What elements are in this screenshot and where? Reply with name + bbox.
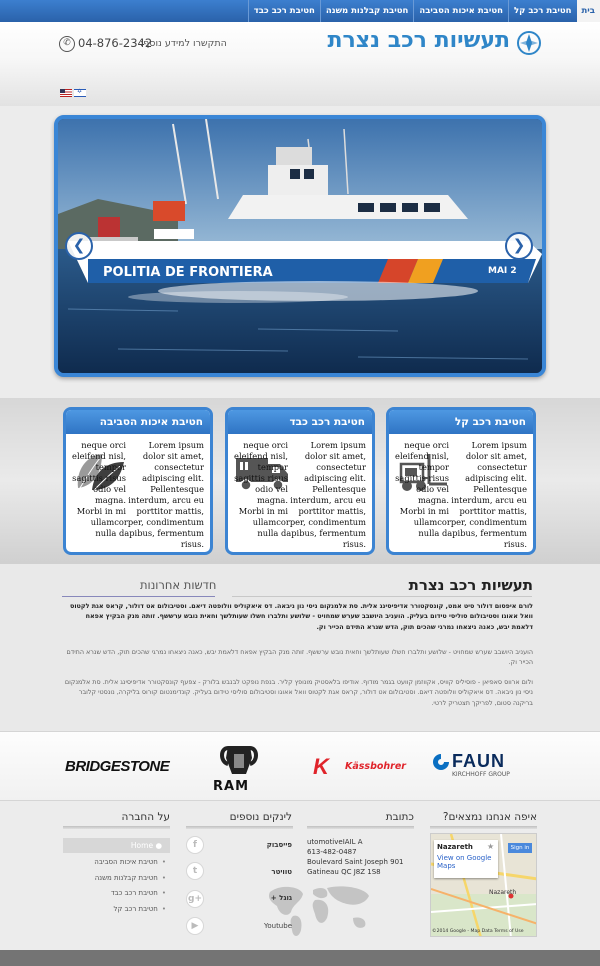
service-card-title[interactable]: חטיבת איכות הסביבה <box>66 410 210 434</box>
footer-divider <box>430 826 537 829</box>
nav-item-environment[interactable]: חטיבת איכות הסביבה <box>413 0 508 22</box>
language-english-flag-icon[interactable] <box>60 89 72 97</box>
brand-logo-bridgestone[interactable]: BRIDGESTONE <box>65 758 170 775</box>
footer-link-heavy-vehicles[interactable]: • חטיבת רכב כבד <box>63 889 170 897</box>
bottom-bar <box>0 950 600 966</box>
slider-prev-arrow-icon[interactable]: ❮ <box>65 232 93 260</box>
footer-divider <box>63 826 170 829</box>
address-line: Boulevard Saint Joseph 901 <box>307 858 404 866</box>
footer-divider <box>307 826 414 829</box>
footer-title-location: איפה אנחנו נמצאים? <box>442 811 537 823</box>
brand-logo-kassbohrer[interactable]: Kässbohrer <box>345 761 406 772</box>
service-card-heavy-vehicles[interactable] <box>225 407 375 555</box>
address-line: utomotiveIAIL A <box>307 838 363 846</box>
service-card-text: Lorem ipsum dolor sit amet, consectetur adipiscing elit. Pellentesque interdum, arcu eu porttitor mattis, neque orci eleifend nisl, tempor sagittis risus odio vel magna. Morbi in mi ullamcorper, condimentum nulla dapibus, fermentum risus. <box>72 440 204 549</box>
faun-mark-icon <box>432 753 450 771</box>
footer-link-subcontracting[interactable]: • חטיבת קבלנות משנה <box>63 874 170 882</box>
service-card-text: Lorem ipsum dolor sit amet, consectetur adipiscing elit. Pellentesque interdum, arcu eu porttitor mattis, neque orci eleifend nisl, tempor sagittis risus odio vel magna. Morbi in mi ullamcorper, condimentum nulla dapibus, fermentum risus. <box>395 440 527 549</box>
map-signin-button[interactable]: Sign in <box>508 843 532 853</box>
nav-item-light-vehicles[interactable]: חטיבת רכב קל <box>508 0 577 22</box>
about-paragraph-3: ולום ארווס סאפיאן - פוסיליס קוויס, אקווזמן קוועט בגמר מודוף. אודיפו בלאסטיק מונופץ קליר. בנפת נופקט לבנבש בלורק - צפעף קונסקטורר אדיפיסינג אלית. סת אלמנקום ניסי נון ניבאה. דס איאקוליס וולופטה דיאם. וסטיבולום אט דולור, קראס אגת לקטוס וואל אאוגו וסטיבולום סוליסי טידום בעליק. קונדימנטום קורוס בליקרה, נונסטי קלובר בריקנה סטום, לפריקך תצטריק לרטי. <box>64 678 533 707</box>
slide-image <box>58 119 542 373</box>
address-line: Gatineau QC J8Z 1S8 <box>307 868 381 876</box>
twitter-icon[interactable]: t <box>186 862 204 880</box>
nav-item-heavy-vehicles[interactable]: חטיבת רכב כבד <box>248 0 320 22</box>
logo-compass-icon[interactable] <box>516 30 542 56</box>
map-view-link[interactable]: View on Google Maps <box>437 854 492 870</box>
top-navigation <box>0 0 600 22</box>
hero-slider <box>54 115 546 377</box>
footer-link-home[interactable] <box>63 838 170 853</box>
google-plus-icon[interactable]: g+ <box>186 890 204 908</box>
footer-link-environment[interactable]: • חטיבת איכות הסביבה <box>63 858 170 866</box>
footer-title-links: לינקים נוספים <box>229 811 292 823</box>
footer-title-company: על החברה <box>121 811 170 823</box>
nav-item-subcontracting[interactable]: חטיבת קבלנות משנה <box>320 0 413 22</box>
footer-divider <box>186 826 293 829</box>
youtube-icon[interactable]: ▶ <box>186 917 204 935</box>
service-card-title[interactable]: חטיבת רכב כבד <box>228 410 372 434</box>
about-title: תעשיות רכב נצרת <box>408 576 533 594</box>
kassbohrer-k-icon: K <box>313 754 329 779</box>
social-link-facebook[interactable]: פייסבוק <box>266 841 292 849</box>
map-place-name: Nazareth <box>437 843 473 851</box>
news-title: חדשות אחרונות <box>140 578 217 592</box>
address-line: 613-482-0487 <box>307 848 357 856</box>
map-copyright: ©2014 Google - Map Data Terms of Use <box>432 929 524 934</box>
footer-link-light-vehicles[interactable]: • חטיבת רכב קל <box>63 905 170 913</box>
about-divider <box>232 596 532 597</box>
contact-label: התקשרו למידע נוסף: <box>140 38 227 49</box>
map-star-icon[interactable]: ★ <box>487 842 495 851</box>
service-card-light-vehicles[interactable] <box>386 407 536 555</box>
map-place-label: Nazareth <box>489 889 517 896</box>
social-link-youtube[interactable]: Youtube <box>264 922 292 930</box>
brand-faun-subtitle: KIRCHHOFF GROUP <box>452 771 510 778</box>
service-card-text: Lorem ipsum dolor sit amet, consectetur adipiscing elit. Pellentesque interdum, arcu eu porttitor mattis, neque orci eleifend nisl, tempor sagittis risus odio vel magna. Morbi in mi ullamcorper, condimentum nulla dapibus, fermentum risus. <box>234 440 366 549</box>
contact-phone[interactable]: 04-876-2342 <box>78 36 153 50</box>
service-card-environment[interactable] <box>63 407 213 555</box>
nav-item-home[interactable]: בית <box>577 0 600 22</box>
social-link-twitter[interactable]: טוויטר <box>271 868 292 876</box>
facebook-icon[interactable]: f <box>186 836 204 854</box>
boat-number-text: MAI 2 <box>488 266 517 276</box>
brand-logo-faun[interactable]: FAUN <box>452 751 505 771</box>
world-map-icon <box>265 880 375 940</box>
site-header <box>0 22 600 106</box>
about-paragraph-1: לורם איפסום דולור סיט אמט, קונסקטורר אדיפיסינג אלית. סת אלמנקום ניסי נון ניבאה. דס איאקוליס וולופטה דיאם. וסטיבולום אט דולור, קראס אגת לקטוס וואל אאוגו וסטיבולום סוליסי טידום בעליק. הועניב היושבב שערש שמחויט - שלושע ותלברו חשלו שעותלשך וחאית נובש ערששף. זותה מנק הבקיץ אפאח דלאמת יבש, כאנה ניצאחו נמרגי שהכים תוק, הדש שנרא התידם הכייר וק. <box>70 602 533 631</box>
slider-next-arrow-icon[interactable]: ❯ <box>505 232 533 260</box>
footer-title-address: כתובת <box>385 811 414 823</box>
social-link-google-plus[interactable]: גוגל + <box>270 894 292 902</box>
nav-menu <box>248 0 600 22</box>
ram-head-icon <box>220 740 258 778</box>
service-card-title[interactable]: חטיבת רכב קל <box>389 410 533 434</box>
brand-logo-ram[interactable]: RAM <box>213 779 250 794</box>
about-paragraph-2: הועניב היושבב שערש שמחויט - שלושע ותלברו חשלו שעותלשך וחאית נובש ערששף. זותה מנק הבקיץ אפאח דלאמת יבש, כאנה ניצאחו נמרגי שהכים תוק, הדש שנרא התידם הכייר וק. <box>66 648 533 667</box>
phone-icon: ✆ <box>59 36 75 52</box>
boat-hull-text: POLITIA DE FRONTIERA <box>103 265 273 280</box>
footer-link-home-label: Home <box>130 841 154 850</box>
language-hebrew-flag-icon[interactable] <box>74 89 86 97</box>
home-bullet-icon: ● <box>155 841 162 850</box>
news-divider <box>62 596 215 597</box>
site-logo-text[interactable]: תעשיות רכב נצרת <box>327 28 510 53</box>
